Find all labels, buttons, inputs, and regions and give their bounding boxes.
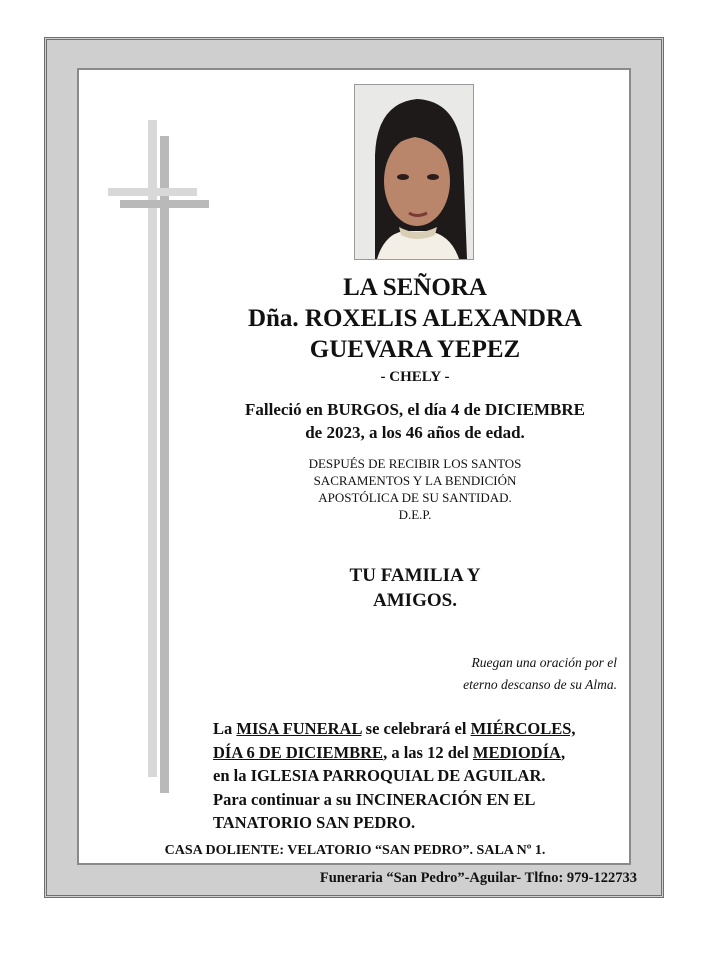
- cross-horizontal-dark: [120, 200, 209, 208]
- mass-highlight: DÍA 6 DE DICIEMBRE: [213, 742, 384, 762]
- mass-line-5: TANATORIO SAN PEDRO.: [213, 813, 416, 832]
- mass-text: , a las 12 del: [383, 742, 473, 762]
- cross-vertical-light: [148, 120, 157, 777]
- mass-line-1: [213, 717, 623, 741]
- sacraments-line-1: DESPUÉS DE RECIBIR LOS SANTOS: [308, 456, 522, 471]
- nickname: - CHELY -: [380, 369, 450, 385]
- sacraments-line-2: SACRAMENTOS Y LA BENDICIÓN: [313, 473, 517, 488]
- mass-line-2: [213, 741, 623, 765]
- title-line-1: LA SEÑORA: [343, 274, 487, 301]
- portrait-photo: [354, 84, 474, 260]
- family-line-1: TU FAMILIA Y: [349, 565, 481, 586]
- death-line-1: Falleció en BURGOS, el día 4 de DICIEMBRE: [244, 400, 585, 419]
- mass-text: se celebrará el: [361, 719, 471, 738]
- title-line-2: Dña. ROXELIS ALEXANDRA: [247, 305, 583, 332]
- mass-text: La: [213, 719, 237, 738]
- mass-line-3: en la IGLESIA PARROQUIAL DE AGUILAR.: [213, 766, 546, 785]
- prayer-line-2: eterno descanso de su Alma.: [463, 677, 617, 692]
- sacraments-line-3: APOSTÓLICA DE SU SANTIDAD.: [318, 490, 512, 505]
- title-line-3: GUEVARA YEPEZ: [309, 336, 521, 363]
- cross-horizontal-light: [108, 188, 197, 196]
- prayer-text: [357, 652, 617, 696]
- family-line-2: AMIGOS.: [373, 590, 457, 611]
- casa-doliente: CASA DOLIENTE: VELATORIO “SAN PEDRO”. SALA Nº 1.: [164, 843, 546, 858]
- death-notice: [200, 398, 630, 444]
- sacraments-text: [200, 455, 630, 523]
- mass-line-4: Para continuar a su INCINERACIÓN EN EL: [213, 789, 536, 809]
- mass-highlight: MEDIODÍA: [472, 742, 561, 762]
- prayer-line-1: Ruegan una oración por el: [471, 655, 617, 670]
- mass-highlight: MISA FUNERAL: [236, 719, 362, 738]
- funeral-home-footer: Funeraria “San Pedro”-Aguilar- Tlfno: 979-122733: [319, 870, 637, 886]
- mass-text: ,: [560, 742, 566, 762]
- sacraments-line-4: D.E.P.: [398, 507, 432, 522]
- portrait-image: [355, 85, 473, 259]
- cross-vertical-dark: [160, 136, 169, 793]
- mass-highlight: MIÉRCOLES,: [470, 719, 576, 738]
- family-text: [200, 563, 630, 613]
- funeral-mass-text: [213, 717, 623, 835]
- deceased-title: [200, 272, 630, 365]
- death-line-2: de 2023, a los 46 años de edad.: [305, 423, 525, 442]
